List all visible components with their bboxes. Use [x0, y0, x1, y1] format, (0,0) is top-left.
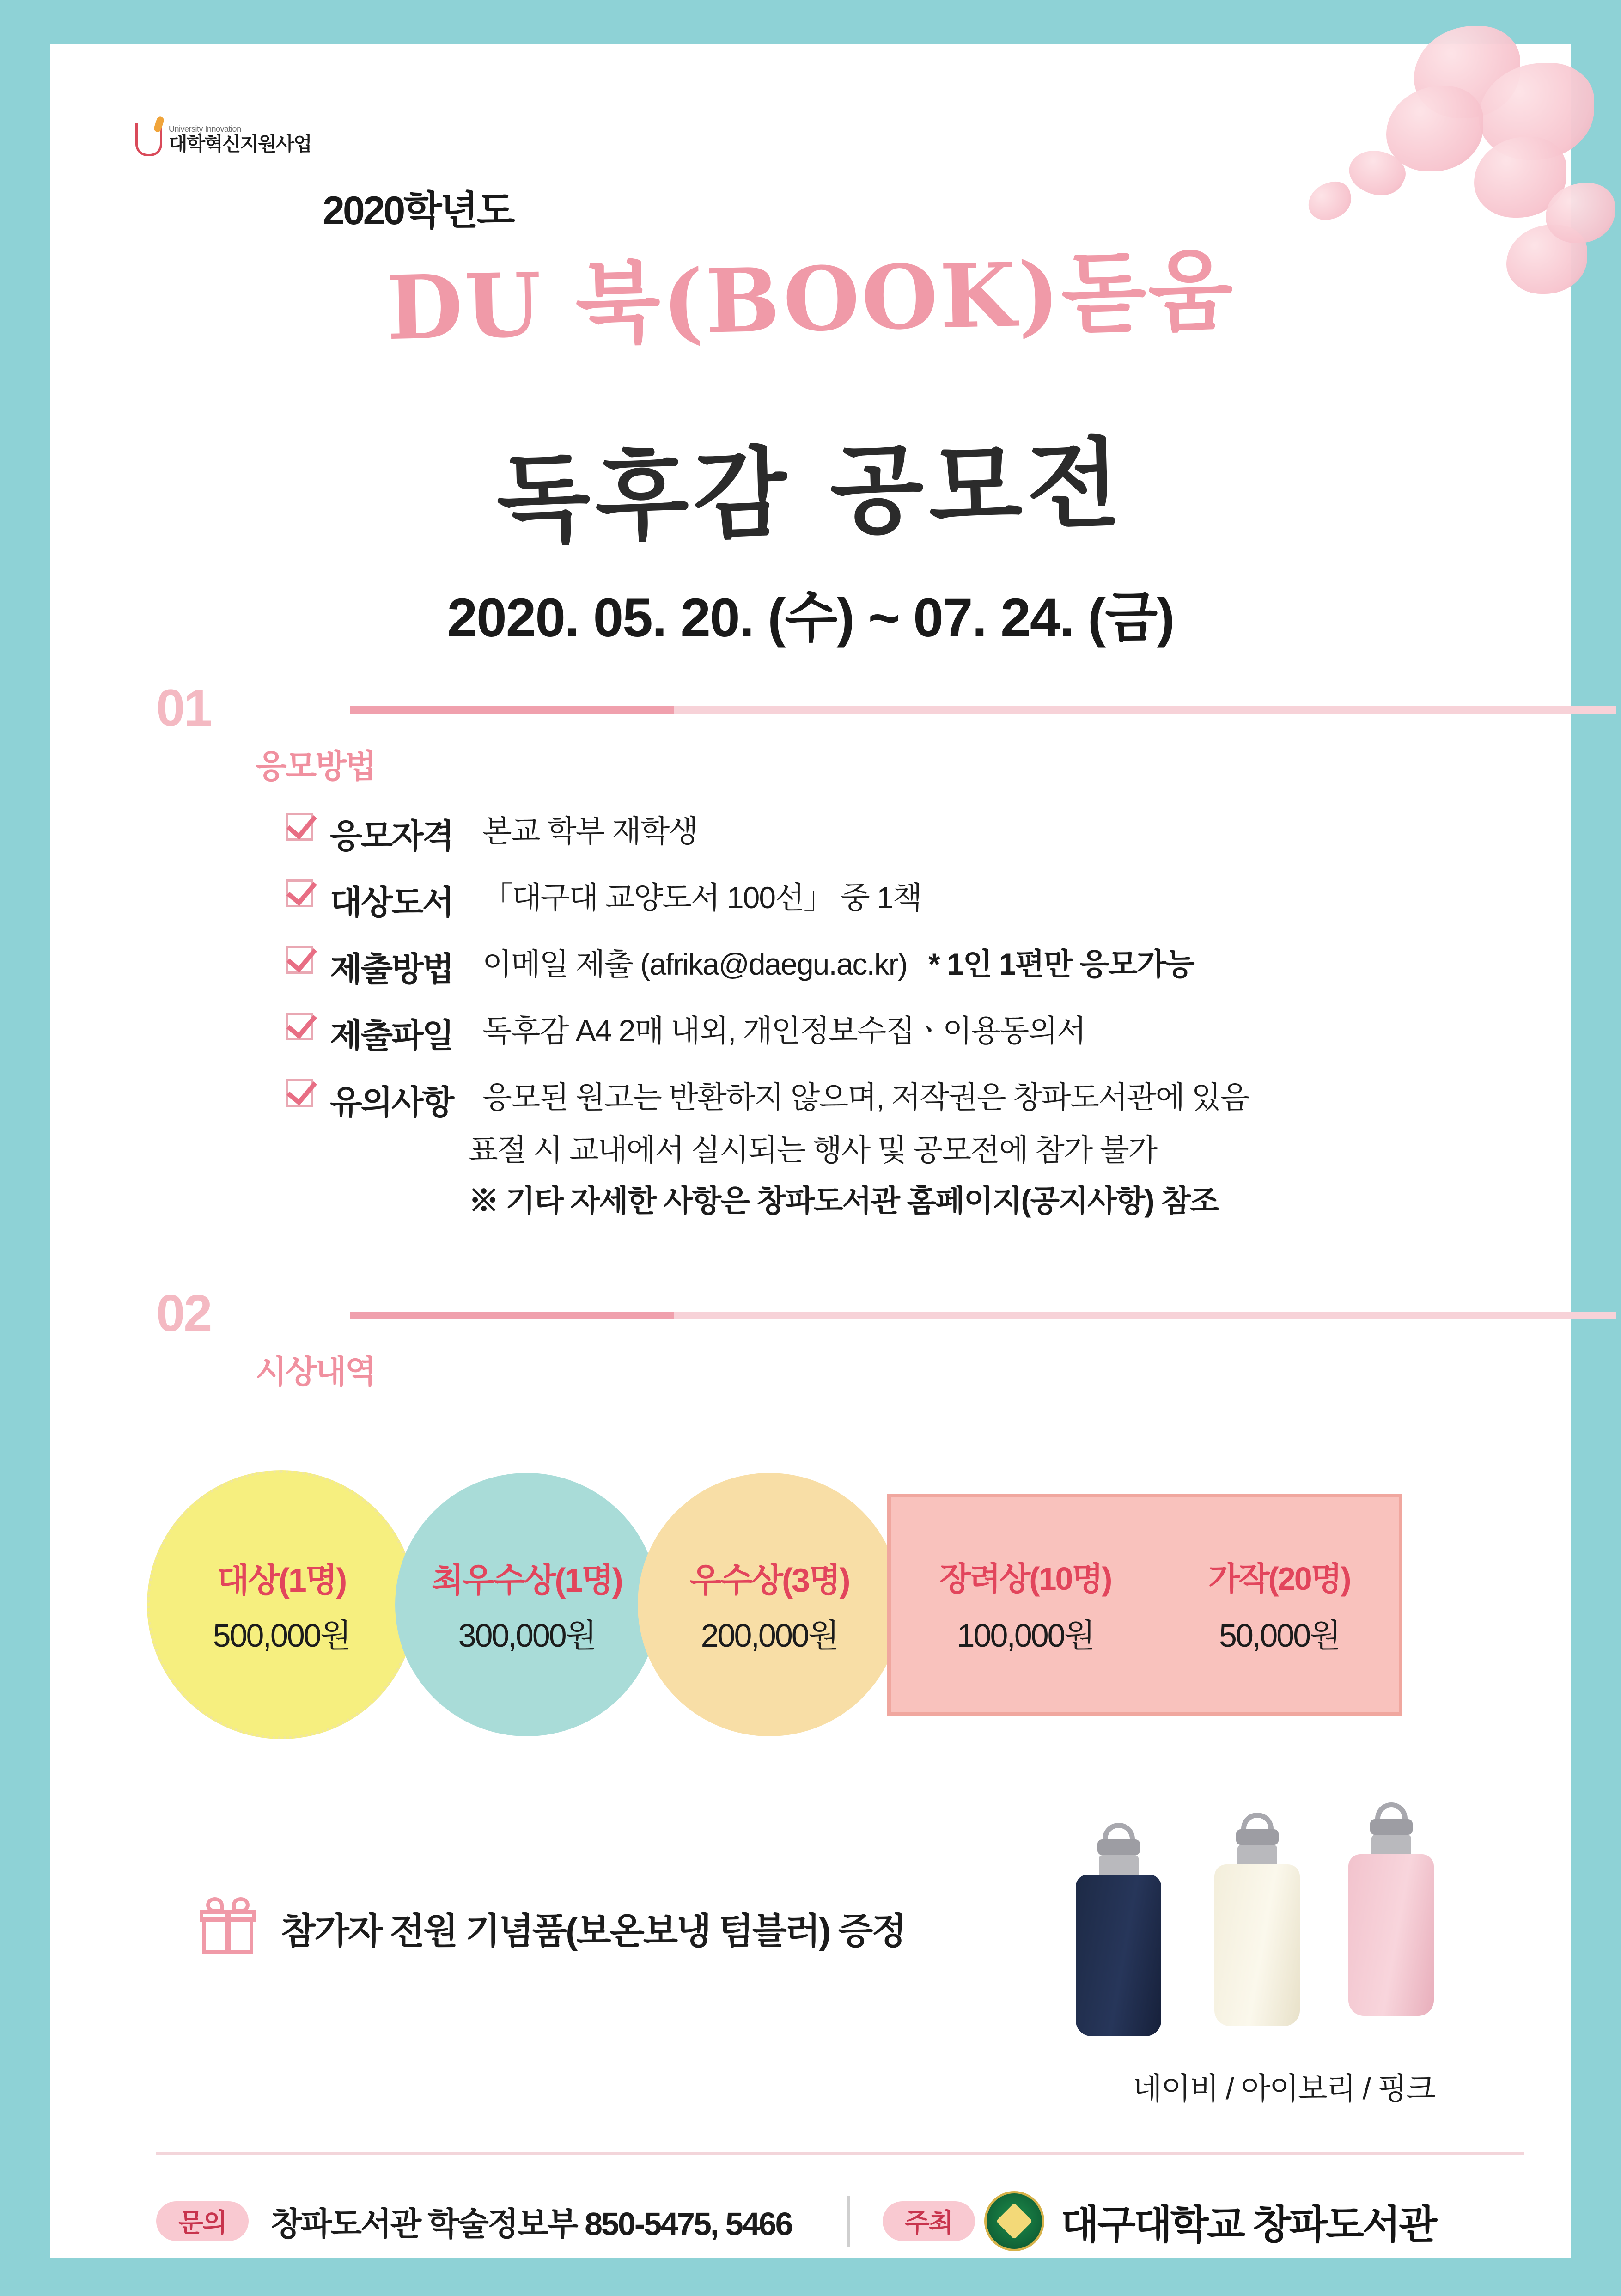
poster-paper [50, 44, 1571, 2258]
prize-honorable [1208, 1553, 1350, 1656]
logo-sub-label: University Innovation [169, 124, 241, 134]
prize-box-group [887, 1494, 1402, 1716]
row-value-emphasis: * 1인 1편만 응모가능 [928, 947, 1194, 981]
prize-amount: 200,000원 [701, 1617, 838, 1654]
poster-title-line2: 독후감 공모전 [495, 426, 1127, 557]
row-value: 응모된 원고는 반환하지 않으며, 저작권은 창파도서관에 있음 [482, 1080, 1249, 1114]
check-icon [286, 813, 313, 841]
section1-label: 응모방법 [256, 748, 375, 784]
souvenir-row [202, 1902, 905, 1954]
row-label: 응모자격 [330, 818, 453, 855]
footer-vertical-divider [847, 2196, 850, 2247]
list-item [286, 1009, 1524, 1057]
university-innovation-icon [135, 123, 162, 156]
reference-note: ※ 기타 자세한 사항은 창파도서관 홈페이지(공지사항) 참조 [469, 1183, 1219, 1218]
prize-name: 우수상(3명) [689, 1562, 849, 1599]
tumbler-navy [1076, 1823, 1161, 2036]
row-label: 대상도서 [330, 885, 453, 922]
prize-list [142, 1470, 1575, 1739]
section1-rule [350, 706, 1616, 714]
check-icon [286, 1013, 313, 1040]
poster-title-line1: DU 북(BOOK)돋움 [385, 238, 1236, 360]
tumbler-color-caption: 네이비 / 아이보리 / 핑크 [1133, 2071, 1435, 2106]
souvenir-text: 참가자 전원 기념품(보온보냉 텀블러) 증정 [281, 1911, 905, 1951]
program-logo [135, 123, 311, 156]
prize-name: 대상(1명) [217, 1562, 346, 1599]
application-info-list [286, 809, 1524, 1220]
check-icon [286, 879, 313, 907]
list-item [286, 876, 1524, 924]
prize-amount: 300,000원 [458, 1617, 596, 1654]
tumbler-ivory [1214, 1813, 1300, 2026]
prize-excellence [638, 1473, 901, 1736]
tumbler-pink [1348, 1802, 1434, 2016]
caution-subline: 표절 시 교내에서 실시되는 행사 및 공모전에 참가 불가 [469, 1133, 1157, 1167]
prize-encouragement [939, 1553, 1111, 1656]
footer [156, 2180, 1533, 2263]
host-badge: 주최 [883, 2201, 975, 2241]
row-label: 제출방법 [330, 951, 453, 988]
event-date-range: 2020. 05. 20. (수) ~ 07. 24. (금) [447, 587, 1174, 648]
contact-badge: 문의 [156, 2201, 249, 2241]
logo-main-label: 대학혁신지원사업 [169, 133, 311, 155]
contact-text: 창파도서관 학술정보부 850-5475, 5466 [271, 2205, 792, 2242]
prize-amount: 500,000원 [213, 1617, 350, 1654]
section2-rule [350, 1312, 1616, 1319]
section-application-method [156, 679, 1524, 1220]
section-awards [156, 1284, 1524, 1392]
host-name: 대구대학교 창파도서관 [1060, 2203, 1436, 2247]
prize-grand [147, 1470, 416, 1739]
tumbler-illustration [1062, 1796, 1478, 2036]
row-value: 「대구대 교양도서 100선」 중 1책 [482, 880, 921, 915]
prize-best [395, 1473, 658, 1736]
section1-number: 01 [156, 679, 211, 737]
check-icon [286, 1079, 313, 1107]
row-label: 제출파일 [330, 1018, 453, 1055]
list-item [286, 809, 1524, 857]
section2-number: 02 [156, 1284, 211, 1342]
prize-amount: 100,000원 [957, 1618, 1094, 1654]
gift-icon [202, 1903, 253, 1954]
prize-amount: 50,000원 [1219, 1618, 1340, 1654]
footer-divider [156, 2152, 1524, 2155]
row-value: 본교 학부 재학생 [482, 814, 697, 848]
row-value: 이메일 제출 (afrika@daegu.ac.kr) [482, 947, 907, 981]
academic-year: 2020학년도 [323, 189, 513, 233]
check-icon [286, 946, 313, 974]
prize-name: 장려상(10명) [939, 1561, 1111, 1597]
row-value: 독후감 A4 2매 내외, 개인정보수집ㆍ이용동의서 [482, 1014, 1085, 1048]
university-emblem-icon [984, 2191, 1044, 2251]
section2-label: 시상내역 [256, 1354, 375, 1390]
prize-name: 최우수상(1명) [432, 1562, 622, 1599]
list-item [286, 942, 1524, 990]
list-item [286, 1075, 1524, 1124]
prize-name: 가작(20명) [1208, 1561, 1350, 1597]
row-label: 유의사항 [330, 1084, 453, 1121]
